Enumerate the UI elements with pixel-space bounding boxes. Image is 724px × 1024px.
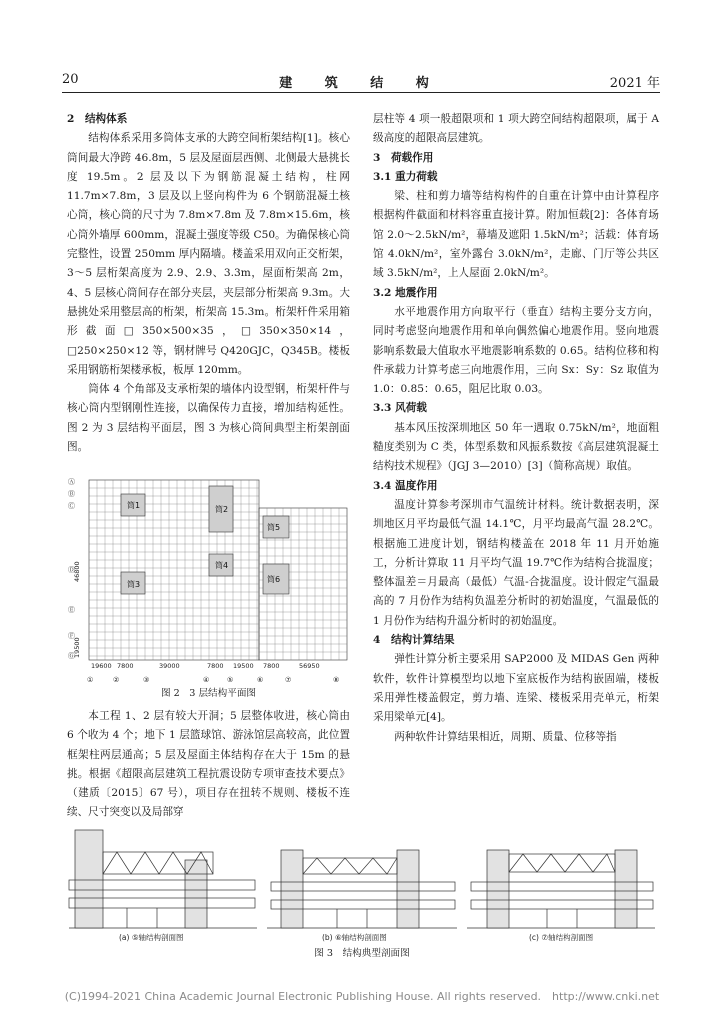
steel-connection-paragraph: 筒体 4 个角部及支承桁架的墙体内设型钢，桁架杆件与核心筒内型钢刚性连接，以确保传力直接，增加结构延性。图 2 为 3 层结构平面层，图 3 为核心筒间典型主桁架剖面图。 [67, 383, 350, 454]
left-column-bottom [67, 707, 350, 823]
axis-bottom-8: ⑧ [333, 676, 340, 684]
section-b-drawing [267, 850, 457, 928]
axis-left-6: Ⓕ [68, 632, 75, 640]
right-column [373, 110, 659, 747]
temperature-paragraph: 温度计算参考深圳市气温统计材料。统计数据表明，深圳地区月平均最低气温 14.1℃，月平均最高气温 28.2℃。根据施工进度计划，钢结构楼盖在 2018 年 11 月开始施工，分析计算取 11 月平均气温 19.7℃作为结构合拢温度；整体温差＝月最高（最低）气温-合拢温度。设计假定气温最高的 7 月份作为结构负温差分析时的初始温度，气温最低的 1 月份作为结构升温分析时的初始温度。 [373, 498, 659, 627]
figure-2-floor-plan [67, 472, 350, 685]
tube-label-2: 筒2 [215, 505, 229, 514]
axis-bottom-6: ⑥ [257, 676, 264, 684]
dim-bottom-1: 19600 [91, 662, 112, 670]
wind-paragraph: 基本风压按深圳地区 50 年一遇取 0.75kN/m²，地面粗糙度类别为 C 类，体型系数和风振系数按《高层建筑混凝土结构技术规程》（JGJ 3—2010）[3]（简称高规）取值。 [373, 421, 659, 473]
section-c-caption: (c) ⑦轴结构剖面图 [529, 933, 594, 942]
figure-3-sections [67, 820, 657, 942]
dim-bottom-6: 7800 [263, 662, 280, 670]
tube-label-6: 筒6 [267, 575, 281, 584]
page-number: 20 [62, 72, 79, 87]
section-3-3-title: 3.3 风荷载 [373, 402, 427, 415]
axis-bottom-7: ⑦ [285, 676, 292, 684]
tube-label-1: 筒1 [127, 501, 141, 510]
section-a-drawing [69, 830, 257, 928]
axis-left-5: Ⓔ [68, 606, 75, 614]
dim-bottom-7: 56950 [299, 662, 320, 670]
dim-bottom-4: 7800 [207, 662, 224, 670]
header-rule [62, 92, 660, 93]
dim-bottom-2: 7800 [117, 662, 134, 670]
journal-year: 2021 年 [609, 76, 660, 91]
section-3-2-title: 3.2 地震作用 [373, 286, 438, 299]
results-paragraph: 两种软件计算结果相近，周期、质量、位移等指 [394, 730, 617, 743]
dim-bottom-5: 19500 [233, 662, 254, 670]
structure-system-paragraph: 结构体系采用多筒体支承的大跨空间桁架结构[1]。核心筒间最大净跨 46.8m，5 层及屋面层西侧、北侧最大悬挑长度 19.5m。2 层及以下为钢筋混凝土结构，柱网 11.7m×7.8m，3 层及以上竖向构件为 6 个钢筋混凝土核心筒，核心筒的尺寸为 7.8m×7.8m 及 7.8m×15.6m，核心筒外墙厚 600mm，混凝土强度等级 C50。为确保核心筒完整性，设置 250mm 厚内隔墙。楼盖采用双向正交桁架，3～5 层桁架高度为 2.9、2.9、3.3m，屋面桁架高 2m，4、5 层核心筒间存在部分夹层，夹层部分桁架高 9.3m。大悬挑处采用整层高的桁架，桁架高 15.3m。桁架杆件采用箱形截面□350×500×35，□350×350×14，□250×250×12 等，钢材牌号 Q420GJC，Q345B。楼板采用钢筋桁架楼承板，板厚 120mm。 [67, 132, 350, 376]
section-b-caption: (b) ⑥轴结构剖面图 [322, 933, 387, 942]
figure-3-caption: 图 3 结构典型剖面图 [314, 948, 410, 959]
axis-bottom-1: ① [87, 676, 94, 684]
plan-outline-left [89, 480, 259, 660]
figure-2-caption: 图 2 3 层结构平面图 [160, 688, 257, 699]
axis-left-1: Ⓐ [68, 478, 75, 486]
section-3-1-title: 3.1 重力荷载 [373, 170, 438, 183]
axis-bottom-2: ② [113, 676, 120, 684]
axis-left-4: Ⓓ [68, 566, 75, 574]
gravity-load-paragraph: 梁、柱和剪力墙等结构构件的自重在计算中由计算程序根据构件截面和材料容重直接计算。附加恒载[2]：各体育场馆 2.0～2.5kN/m²，幕墙及遮阳 1.5kN/m²；活载：体育场馆 4.0kN/m²，室外露台 3.0kN/m²，走廊、门厅等公共区域 3.5kN/m²，上人屋面 2.0kN/m²。 [373, 190, 659, 280]
copyright-footer: (C)1994-2021 China Academic Journal Electronic Publishing House. All rights reserved. http://www.cnki.net [64, 990, 660, 1003]
overlimit-continuation: 层柱等 4 项一般超限项和 1 项大跨空间结构超限项，属于 A 级高度的超限高层建筑。 [373, 113, 659, 145]
section-2-title: 2 结构体系 [67, 113, 128, 125]
axis-left-3: Ⓒ [68, 502, 75, 510]
floor-plan-drawing [67, 472, 350, 685]
axis-left-7: Ⓖ [68, 652, 75, 660]
section-drawings [67, 820, 657, 942]
dim-left-1: 46800 [73, 561, 81, 582]
left-column-top [67, 110, 350, 457]
dim-bottom-3: 39000 [159, 662, 180, 670]
journal-title: 建 筑 结 构 [279, 76, 443, 91]
section-3-4-title: 3.4 温度作用 [373, 479, 438, 492]
irregularity-paragraph: 本工程 1、2 层有较大开洞；5 层整体收进，核心筒由 6 个收为 4 个；地下 1 层篮球馆、游泳馆层高较高，此位置框架柱两层通高；5 层及屋面主体结构存在大于 15m 的悬挑。根据《超限高层建筑工程抗震设防专项审查技术要点》（建质〔2015〕67 号），项目存在扭转不规则、楼板不连续、尺寸突变以及局部穿 [67, 710, 350, 819]
section-c-drawing [467, 850, 655, 928]
tube-label-3: 筒3 [127, 580, 141, 589]
tube-label-5: 筒5 [267, 523, 281, 532]
section-4-title: 4 结构计算结果 [373, 634, 455, 647]
section-a-caption: (a) ⑤轴结构剖面图 [119, 933, 184, 942]
axis-bottom-5: ⑤ [227, 676, 234, 684]
section-3-title: 3 荷载作用 [373, 151, 434, 164]
tube-label-4: 筒4 [215, 561, 229, 570]
seismic-paragraph: 水平地震作用方向取平行（垂直）结构主要分支方向，同时考虑竖向地震作用和单向偶然偏心地震作用。竖向地震影响系数最大值取水平地震影响系数的 0.65。结构位移和构件承载力计算考虑三向地震作用，三向 Sx：Sy：Sz 取值为 1.0：0.85：0.65，阻尼比取 0.03。 [373, 305, 659, 396]
running-header [62, 72, 660, 94]
dim-left-2: 19500 [73, 637, 81, 658]
analysis-software-paragraph: 弹性计算分析主要采用 SAP2000 及 MIDAS Gen 两种软件，软件计算模型均以地下室底板作为结构嵌固端，楼板采用弹性楼盖假定，剪力墙、连梁、楼板采用壳单元，桁架采用梁单元[4]。 [373, 653, 659, 724]
axis-left-2: Ⓑ [68, 490, 75, 498]
axis-bottom-4: ④ [203, 676, 210, 684]
axis-bottom-3: ③ [143, 676, 150, 684]
